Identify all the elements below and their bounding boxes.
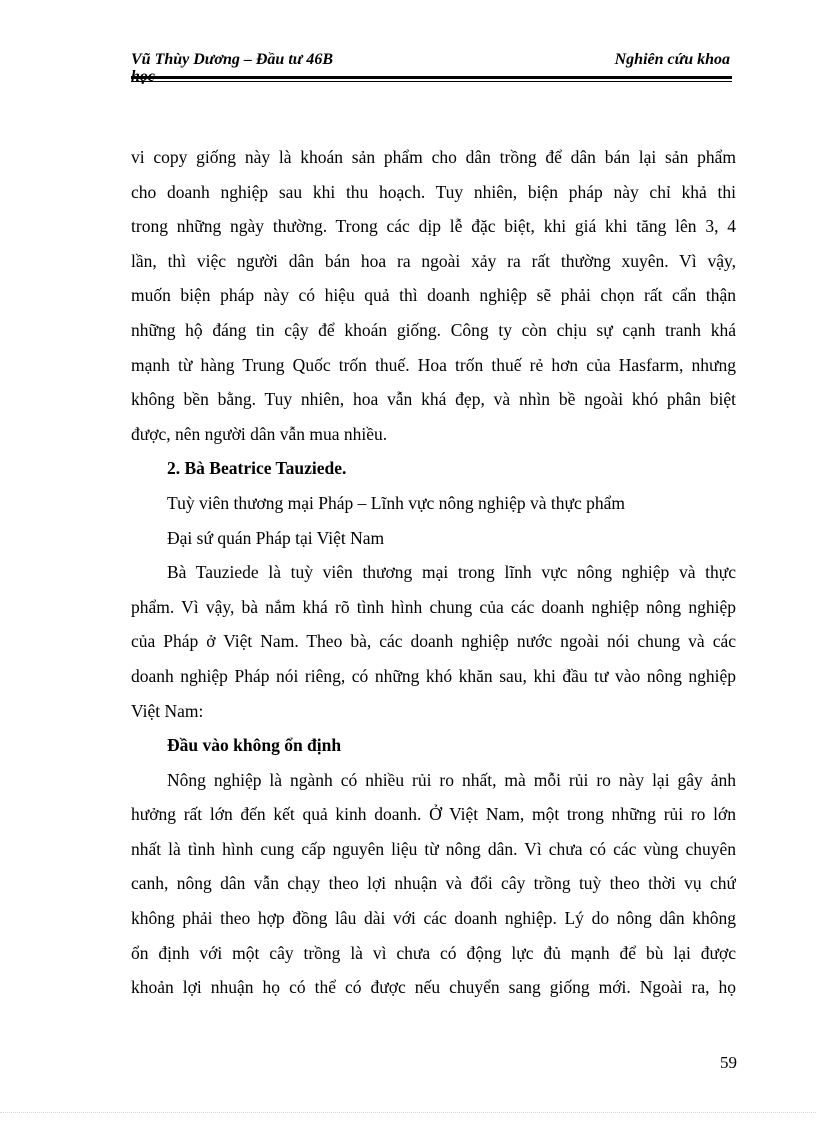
person-title: Tuỳ viên thương mại Pháp – Lĩnh vực nông nghiệp và thực phẩm — [167, 492, 625, 513]
text-line: Nông nghiệp là ngành có nhiều rủi ro nhất, mà mỗi rủi ro này lại gây ảnh — [167, 769, 736, 790]
page-number: 59 — [720, 1053, 737, 1072]
text-line: hưởng rất lớn đến kết quả kinh doanh. Ở Việt Nam, một trong những rủi ro lớn — [131, 804, 736, 825]
text-line: không phải theo hợp đồng lâu dài với các doanh nghiệp. Lý do nông dân không — [131, 908, 736, 929]
page-bottom-edge — [0, 1112, 816, 1113]
text-line: trong những ngày thường. Trong các dịp lễ đặc biệt, khi giá khi tăng lên 3, 4 — [131, 216, 736, 237]
header-rule — [131, 76, 732, 79]
text-line: ổn định với một cây trồng là vì chưa có động lực đủ mạnh để bù lại được — [131, 942, 736, 963]
section-heading: 2. Bà Beatrice Tauziede. — [167, 458, 347, 479]
text-line: vi copy giống này là khoán sản phẩm cho dân trồng để dân bán lại sản phẩm — [131, 147, 736, 167]
text-line: cho doanh nghiệp sau khi thu hoạch. Tuy nhiên, biện pháp này chỉ khả thi — [131, 181, 736, 202]
text-line: được, nên người dân vẫn mua nhiều. — [131, 423, 388, 444]
header-topic: Nghiên cứu khoa — [614, 51, 730, 68]
text-line: Bà Tauziede là tuỳ viên thương mại trong lĩnh vực nông nghiệp và thực — [167, 562, 736, 583]
text-line: lần, thì việc người dân bán hoa ra ngoài xảy ra rất thường xuyên. Vì vậy, — [131, 250, 736, 271]
text-line: Việt Nam: — [131, 700, 204, 721]
text-line: không bền bằng. Tuy nhiên, hoa vẫn khá đẹp, và nhìn bề ngoài khó phân biệt — [131, 389, 736, 410]
subsection-heading: Đầu vào không ổn định — [167, 735, 342, 756]
text-line: những hộ đáng tin cậy để khoán giống. Công ty còn chịu sự cạnh tranh khá — [131, 319, 736, 340]
text-line: phẩm. Vì vậy, bà nắm khá rõ tình hình chung của các doanh nghiệp nông nghiệp — [131, 596, 736, 617]
text-line: muốn biện pháp này có hiệu quả thì doanh nghiệp sẽ phải chọn rất cẩn thận — [131, 285, 736, 306]
text-line: doanh nghiệp Pháp nói riêng, có những khó khăn sau, khi đầu tư vào nông nghiệp — [131, 665, 736, 686]
text-line: của Pháp ở Việt Nam. Theo bà, các doanh nghiệp nước ngoài nói chung và các — [131, 631, 736, 652]
text-line: nhất là tình hình cung cấp nguyên liệu từ nông dân. Vì chưa có các vùng chuyên — [131, 838, 736, 859]
header-rule-thin — [131, 81, 732, 82]
body-text — [131, 140, 736, 1005]
person-affiliation: Đại sứ quán Pháp tại Việt Nam — [167, 527, 385, 548]
text-line: mạnh từ hàng Trung Quốc trốn thuế. Hoa trốn thuế rẻ hơn của Hasfarm, nhưng — [131, 354, 736, 375]
text-line: khoản lợi nhuận họ có thể có được nếu chuyển sang giống mới. Ngoài ra, họ — [131, 977, 736, 998]
text-line: canh, nông dân vẫn chạy theo lợi nhuận và đổi cây trồng tuỳ theo thời vụ chứ — [131, 873, 736, 894]
header-author: Vũ Thùy Dương – Đầu tư 46B — [131, 51, 334, 68]
